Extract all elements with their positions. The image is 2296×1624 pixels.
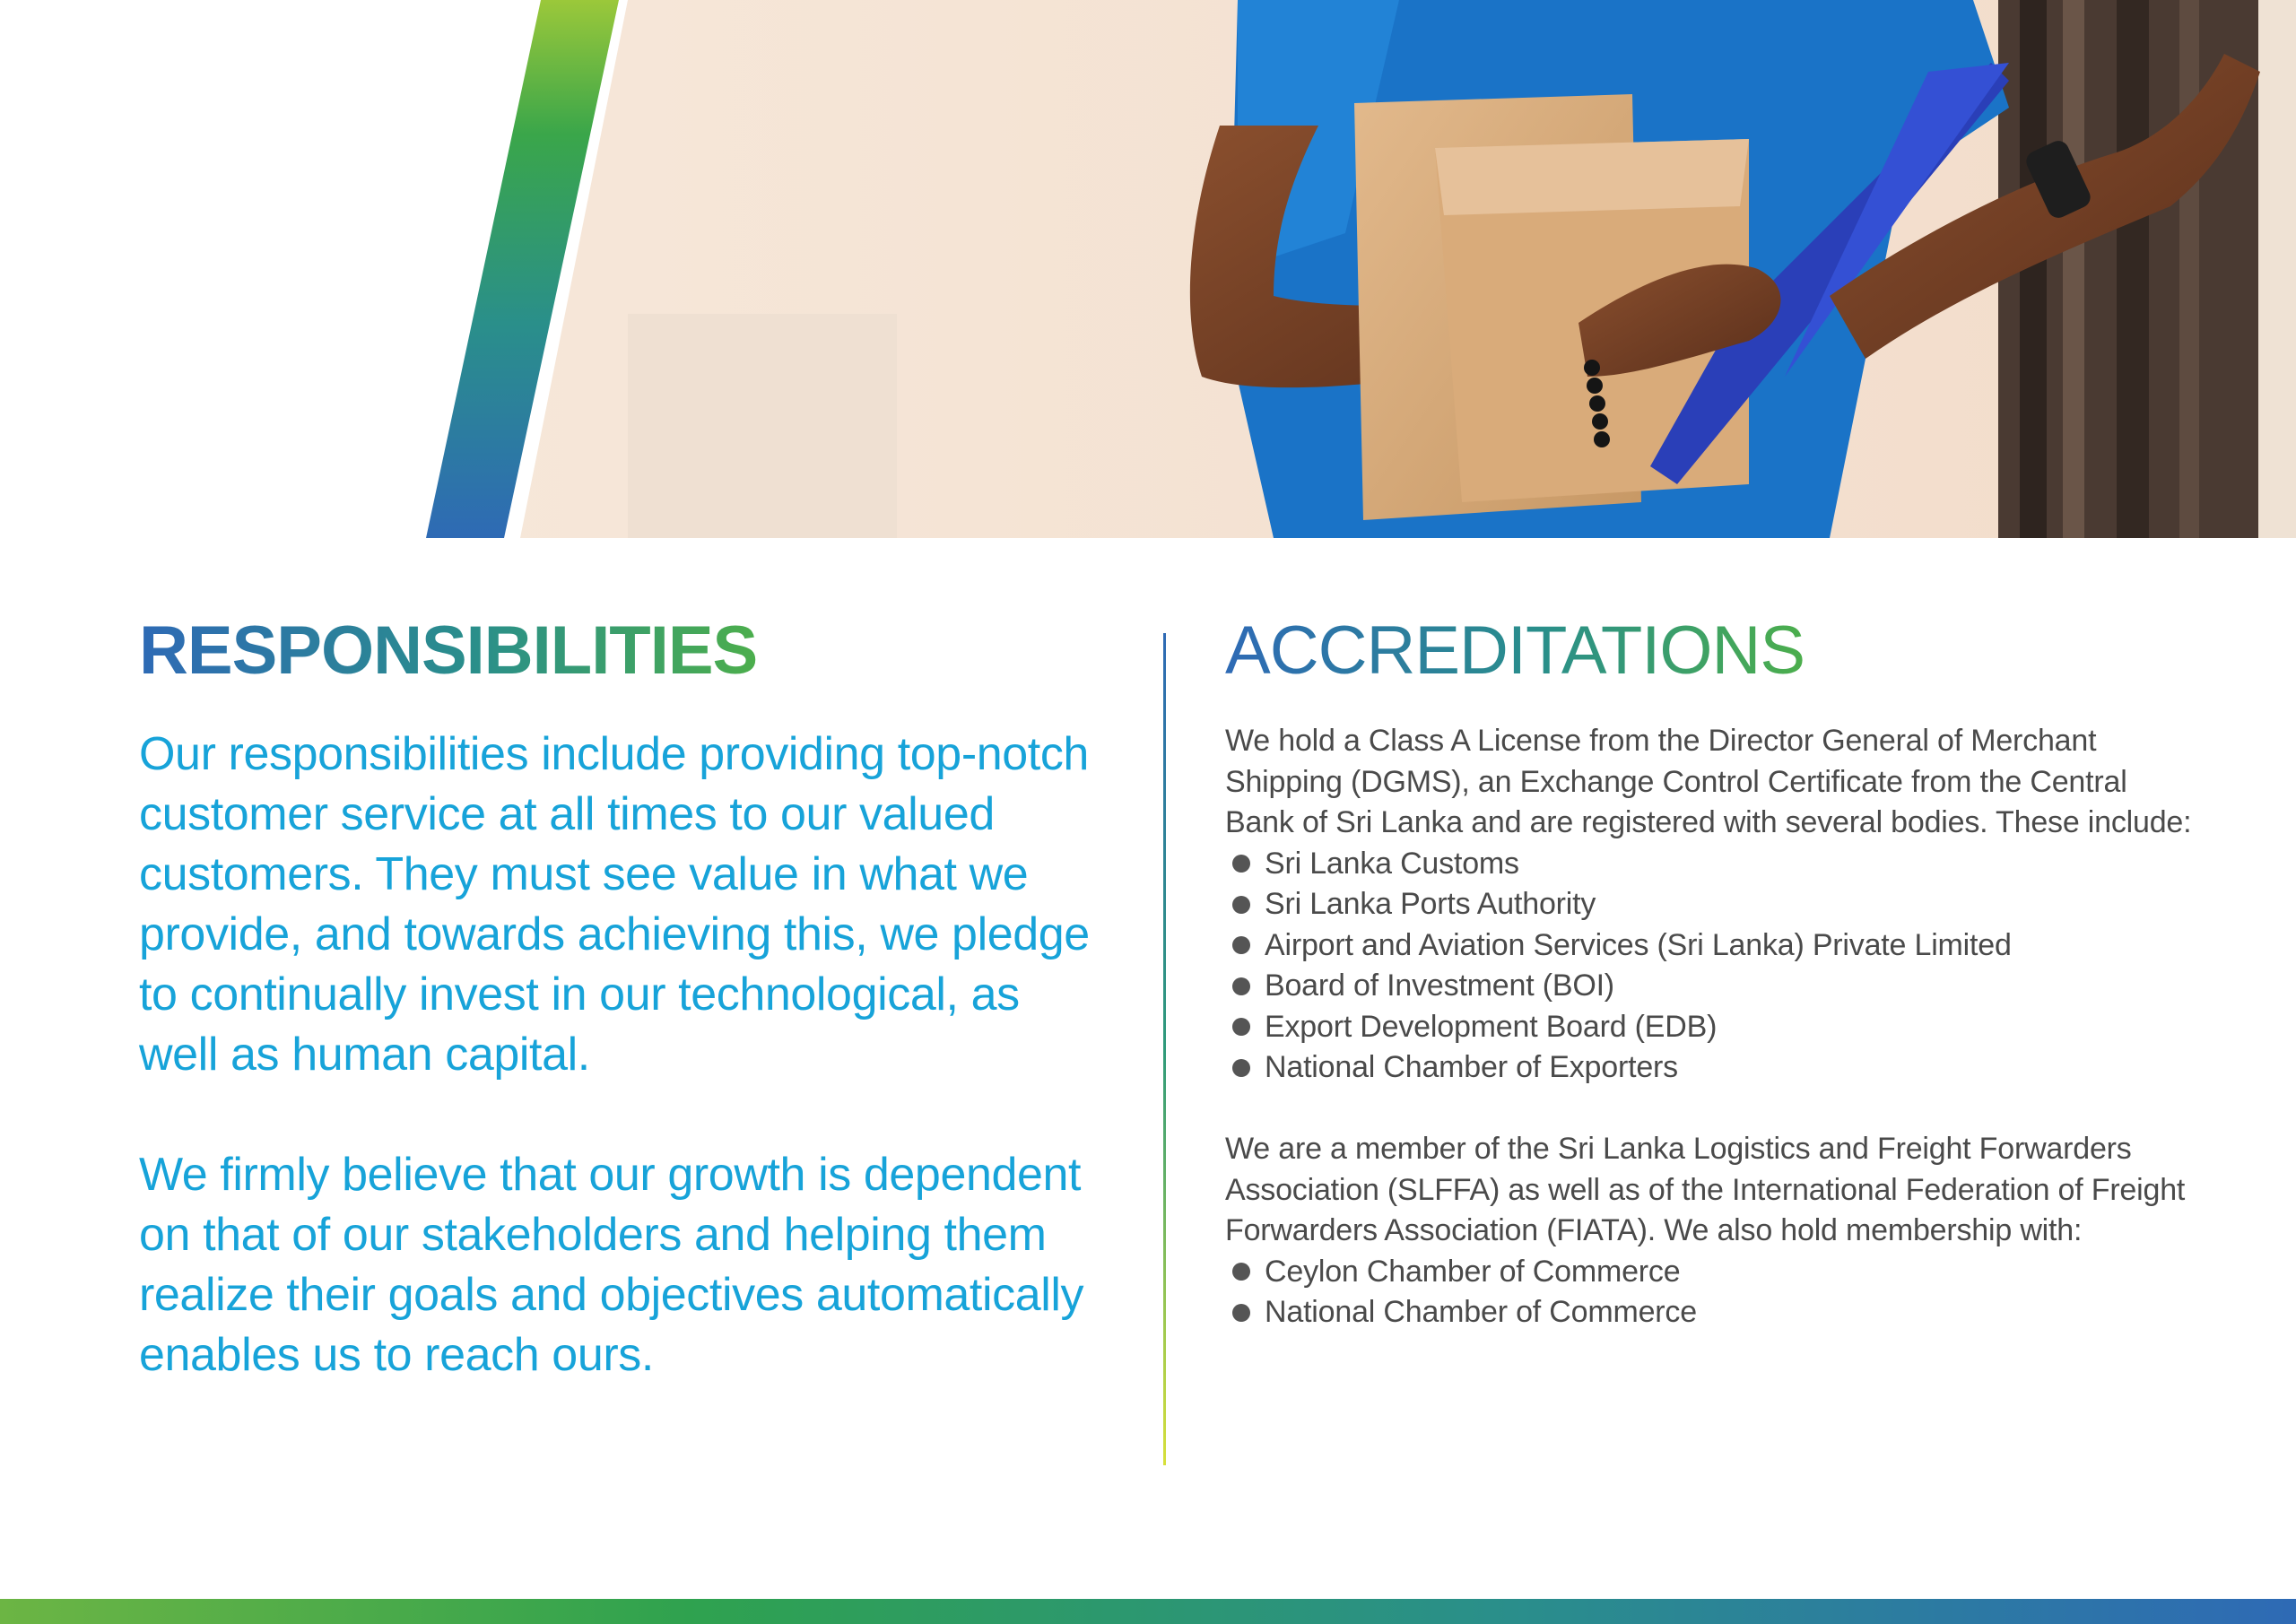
responsibilities-paragraph: Our responsibilities include providing top-notch customer service at all times to our valued customers. They must see value in what we provide, and towards achieving this, we pledge to continually invest in our technological, as well as human capital. [139, 728, 1090, 1081]
list-item [1225, 1252, 2203, 1293]
responsibilities-paragraph: We firmly believe that our growth is dependent on that of our stakeholders and helping them realize their goals and objectives automatically enables us to reach ours. [139, 1149, 1084, 1381]
list-item-label: Export Development Board (EDB) [1265, 1009, 1718, 1044]
list-item [1225, 884, 2203, 925]
list-item [1225, 966, 2203, 1007]
list-item-label: Sri Lanka Customs [1265, 846, 1519, 881]
list-item-label: Ceylon Chamber of Commerce [1265, 1254, 1681, 1289]
spacer [1225, 1089, 2203, 1130]
list-item-label: Sri Lanka Ports Authority [1265, 887, 1596, 921]
bullet-icon [1232, 855, 1250, 873]
memberships-list [1225, 1252, 2203, 1333]
list-item-label: Board of Investment (BOI) [1265, 968, 1614, 1003]
list-item-label: Airport and Aviation Services (Sri Lanka) Private Limited [1265, 927, 2012, 962]
responsibilities-title: RESPONSIBILITIES [139, 610, 757, 692]
bullet-icon [1232, 1263, 1250, 1281]
list-item [1225, 1047, 2203, 1089]
hero-banner [0, 0, 2296, 538]
bullet-icon [1232, 896, 1250, 914]
bullet-icon [1232, 1304, 1250, 1322]
list-item [1225, 844, 2203, 885]
column-divider [1163, 633, 1166, 1465]
registered-bodies-list [1225, 844, 2203, 1089]
list-item-label: National Chamber of Commerce [1265, 1295, 1697, 1329]
list-item [1225, 1292, 2203, 1333]
accreditations-title: ACCREDITATIONS [1225, 610, 1805, 692]
responsibilities-section [139, 610, 1108, 1385]
bullet-icon [1232, 977, 1250, 995]
accreditations-intro: We hold a Class A License from the Director General of Merchant Shipping (DGMS), an Exchange Control Certificate from the Central Bank of Sri Lanka and are registered with several bodies. These include: [1225, 724, 2192, 839]
accreditations-section [1225, 610, 2203, 1333]
bullet-icon [1232, 1059, 1250, 1077]
membership-intro: We are a member of the Sri Lanka Logistics and Freight Forwarders Association (SLFFA) as well as of the International Federation of Freight Forwarders Association (FIATA). We also hold membership with: [1225, 1132, 2186, 1247]
bullet-icon [1232, 1018, 1250, 1036]
bullet-icon [1232, 936, 1250, 954]
brand-stripe [0, 0, 2296, 538]
list-item [1225, 925, 2203, 967]
list-item-label: National Chamber of Exporters [1265, 1050, 1678, 1084]
list-item [1225, 1007, 2203, 1048]
footer-gradient-bar [0, 1599, 2296, 1624]
